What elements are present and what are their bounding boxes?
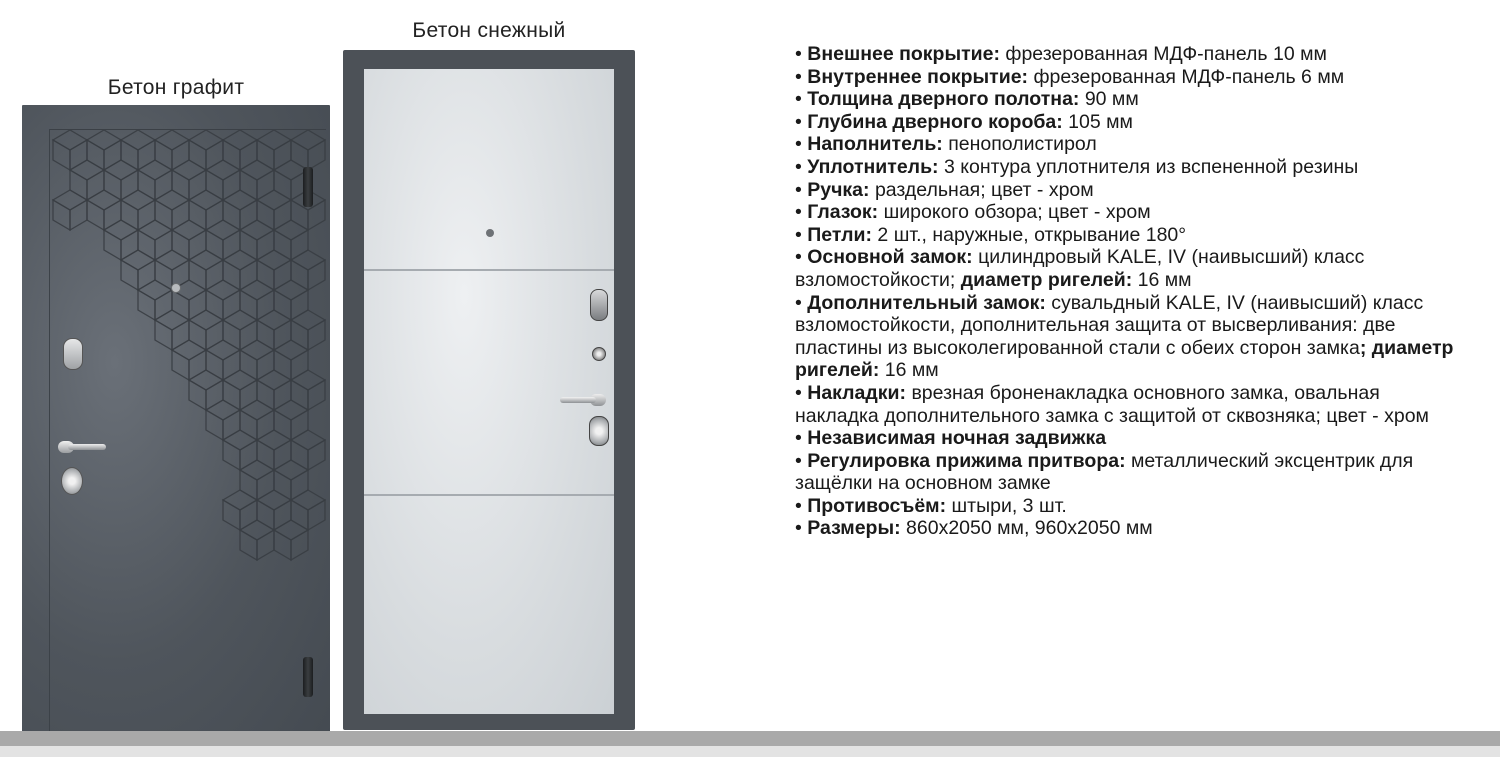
cube-face <box>206 280 240 300</box>
cube-face <box>206 220 240 240</box>
spec-item: • Внутреннее покрытие: фрезерованная МДФ-панель 6 мм <box>795 65 1345 88</box>
spec-label: диаметр ригелей: <box>960 268 1133 291</box>
cube-face <box>257 310 291 330</box>
panel-divider <box>364 494 614 496</box>
spec-label: Петли: <box>807 223 873 246</box>
cube-face <box>274 530 291 560</box>
cube-face <box>223 250 257 270</box>
cube-face <box>308 440 325 470</box>
cube-face <box>240 520 274 540</box>
cube-face <box>138 280 172 300</box>
door-hinge-icon <box>303 657 313 697</box>
cube-face <box>87 190 121 210</box>
spec-value: сувальдный KALE, IV (наивысший) класс взломостойкости, дополнительная защита от высверливания: две пластины из высоколегированной стали с обеих сторон замка <box>795 291 1424 359</box>
spec-value: фрезерованная МДФ-панель 6 мм <box>1028 65 1345 88</box>
door-caption-snow: Бетон снежный <box>412 19 566 42</box>
cube-face <box>155 320 172 350</box>
cube-face <box>138 160 172 180</box>
spec-item: • Накладки: врезная броненакладка основного замка, овальная накладка дополнительного замка с защитой от сквозняка; цвет - хром <box>795 381 1429 427</box>
cube-face <box>240 460 274 480</box>
cube-face <box>138 220 172 240</box>
peephole-icon <box>486 229 494 237</box>
spec-value: металлический эксцентрик для защёлки на основном замке <box>795 449 1414 495</box>
cube-face <box>308 500 325 530</box>
cube-face <box>257 530 274 560</box>
spec-label: Размеры: <box>807 517 901 540</box>
spec-label: Толщина дверного полотна: <box>807 88 1080 111</box>
spec-item: • Глазок: широкого обзора; цвет - хром <box>795 201 1151 224</box>
cube-face <box>172 340 206 360</box>
cube-face <box>274 220 308 240</box>
cube-face <box>274 340 308 360</box>
cube-face <box>70 160 104 180</box>
spec-value: 90 мм <box>1079 88 1139 111</box>
door-inner-panel <box>364 69 614 714</box>
cube-face <box>87 200 104 230</box>
cube-face <box>155 130 189 150</box>
spec-label: Основной замок: <box>807 246 973 269</box>
cube-face <box>104 220 138 240</box>
spec-label: Регулировка прижима притвора: <box>807 449 1126 472</box>
cube-pattern <box>50 130 326 600</box>
bottom-band <box>0 731 1500 746</box>
door-caption-graphite: Бетон графит <box>107 76 245 99</box>
cube-face <box>189 130 223 150</box>
cube-face <box>87 130 121 150</box>
cube-face <box>121 130 155 150</box>
spec-label: Внешнее покрытие: <box>807 43 1000 65</box>
peephole-icon <box>171 283 181 293</box>
cube-face <box>189 310 223 330</box>
spec-value: пенополистирол <box>942 133 1097 156</box>
cube-face <box>274 400 308 420</box>
cube-face <box>308 260 325 290</box>
lock-plate-icon <box>590 289 608 321</box>
cube-face <box>206 160 240 180</box>
cube-face <box>206 400 240 420</box>
spec-item: • Наполнитель: пенополистирол <box>795 133 1097 156</box>
spec-item: • Размеры: 860х2050 мм, 960х2050 мм <box>795 517 1153 540</box>
cube-face <box>189 380 206 410</box>
cube-face <box>138 290 155 320</box>
cube-face <box>104 160 138 180</box>
cube-face <box>223 500 240 530</box>
cube-face <box>223 190 257 210</box>
cube-face <box>121 250 155 270</box>
cube-face <box>257 190 291 210</box>
cube-face <box>240 280 274 300</box>
cube-face <box>240 340 274 360</box>
cube-face <box>223 490 257 510</box>
cube-face <box>291 430 325 450</box>
cube-face <box>240 160 274 180</box>
night-latch-icon <box>592 347 606 361</box>
cube-face <box>53 190 87 210</box>
spec-label: Наполнитель: <box>807 133 943 156</box>
door-handle-icon <box>58 441 106 453</box>
bottom-band-light <box>0 746 1500 757</box>
spec-item: • Внешнее покрытие: фрезерованная МДФ-панель 10 мм <box>795 43 1327 65</box>
spec-label: Внутреннее покрытие: <box>807 65 1029 88</box>
spec-value: цилиндровый KALE, IV (наивысший) класс взломостойкости; <box>795 246 1365 291</box>
spec-list <box>795 43 1465 540</box>
door-image-snow <box>343 50 635 730</box>
spec-value: раздельная; цвет - хром <box>869 178 1094 201</box>
spec-value: 2 шт., наружные, открывание 180° <box>872 223 1187 246</box>
cube-face <box>172 220 206 240</box>
cube-face <box>291 370 325 390</box>
spec-item: • Толщина дверного полотна: 90 мм <box>795 88 1139 111</box>
cube-face <box>257 130 291 150</box>
spec-item: • Петли: 2 шт., наружные, открывание 180° <box>795 223 1187 246</box>
spec-item: • Противосъём: штыри, 3 шт. <box>795 494 1067 517</box>
spec-label: Ручка: <box>807 178 870 201</box>
cube-face <box>291 250 325 270</box>
spec-item: • Глубина дверного короба: 105 мм <box>795 110 1133 133</box>
cube-face <box>189 370 223 390</box>
spec-value: штыри, 3 шт. <box>946 494 1067 517</box>
lock-plate-icon <box>63 338 83 370</box>
spec-item: • Независимая ночная задвижка <box>795 427 1107 450</box>
cube-face <box>70 200 87 230</box>
cube-face <box>291 130 325 150</box>
cube-face <box>257 250 291 270</box>
secondary-lock-icon <box>61 467 83 495</box>
spec-item: • Основной замок: цилиндровый KALE, IV (наивысший) класс взломостойкости; диаметр ригелей: 16 мм <box>795 246 1365 291</box>
cube-face <box>240 220 274 240</box>
spec-value: 860х2050 мм, 960х2050 мм <box>900 517 1153 540</box>
cube-face <box>155 250 189 270</box>
cube-face <box>155 310 189 330</box>
door-image-graphite <box>22 105 330 748</box>
cube-face <box>104 230 121 260</box>
spec-item: • Ручка: раздельная; цвет - хром <box>795 178 1094 201</box>
cube-face <box>257 370 291 390</box>
cube-face <box>291 530 308 560</box>
cube-face <box>189 190 223 210</box>
spec-label: ; диаметр ригелей: <box>795 336 1454 382</box>
cube-face <box>240 400 274 420</box>
cube-face <box>189 250 223 270</box>
spec-value: 105 мм <box>1062 110 1133 133</box>
cube-face <box>121 190 155 210</box>
spec-value: широкого обзора; цвет - хром <box>878 201 1151 224</box>
cube-face <box>172 160 206 180</box>
spec-item: • Регулировка прижима притвора: металлический эксцентрик для защёлки на основном замке <box>795 449 1414 495</box>
cube-face <box>223 440 240 470</box>
spec-label: Независимая ночная задвижка <box>807 427 1107 450</box>
cube-face <box>223 130 257 150</box>
cube-face <box>155 190 189 210</box>
cube-face <box>53 140 70 170</box>
cube-face <box>223 430 257 450</box>
spec-label: Накладки: <box>807 381 907 404</box>
panel-divider <box>364 269 614 271</box>
spec-label: Дополнительный замок: <box>807 291 1046 314</box>
cube-face <box>257 490 291 510</box>
cube-face <box>206 340 240 360</box>
spec-item: • Уплотнитель: 3 контура уплотнителя из вспененной резины <box>795 155 1359 178</box>
door-hinge-icon <box>303 167 313 207</box>
spec-item: • Дополнительный замок: сувальдный KALE, IV (наивысший) класс взломостойкости, дополнительная защита от высверливания: две пластины из высоколегированной стали с обеих сторон замка; диаметр ригелей: 16 мм <box>795 291 1454 382</box>
cube-face <box>274 280 308 300</box>
cube-face <box>206 410 223 440</box>
cube-face <box>257 430 291 450</box>
door-handle-icon <box>560 394 606 406</box>
cube-face <box>121 260 138 290</box>
spec-label: Уплотнитель: <box>807 155 939 178</box>
cube-face <box>53 130 87 150</box>
door-top-strip <box>50 107 326 130</box>
spec-value: 16 мм <box>879 359 939 382</box>
cube-face <box>274 460 308 480</box>
cube-face <box>223 310 257 330</box>
secondary-lock-icon <box>589 416 609 446</box>
spec-label: Глубина дверного короба: <box>807 110 1063 133</box>
cube-face <box>308 140 325 170</box>
spec-value: 16 мм <box>1132 268 1192 291</box>
spec-value: врезная броненакладка основного замка, овальная накладка дополнительного замка с защитой от сквозняка; цвет - хром <box>795 381 1429 427</box>
cube-face <box>291 310 325 330</box>
spec-label: Противосъём: <box>807 494 947 517</box>
spec-value: 3 контура уплотнителя из вспененной резины <box>938 155 1359 178</box>
spec-value: фрезерованная МДФ-панель 10 мм <box>999 43 1327 65</box>
cube-face <box>53 200 70 230</box>
cube-face <box>308 320 325 350</box>
cube-face <box>308 380 325 410</box>
cube-face <box>223 370 257 390</box>
cube-face <box>274 520 308 540</box>
spec-label: Глазок: <box>807 201 879 224</box>
cube-face <box>172 350 189 380</box>
cube-face <box>240 530 257 560</box>
cube-face <box>291 490 325 510</box>
